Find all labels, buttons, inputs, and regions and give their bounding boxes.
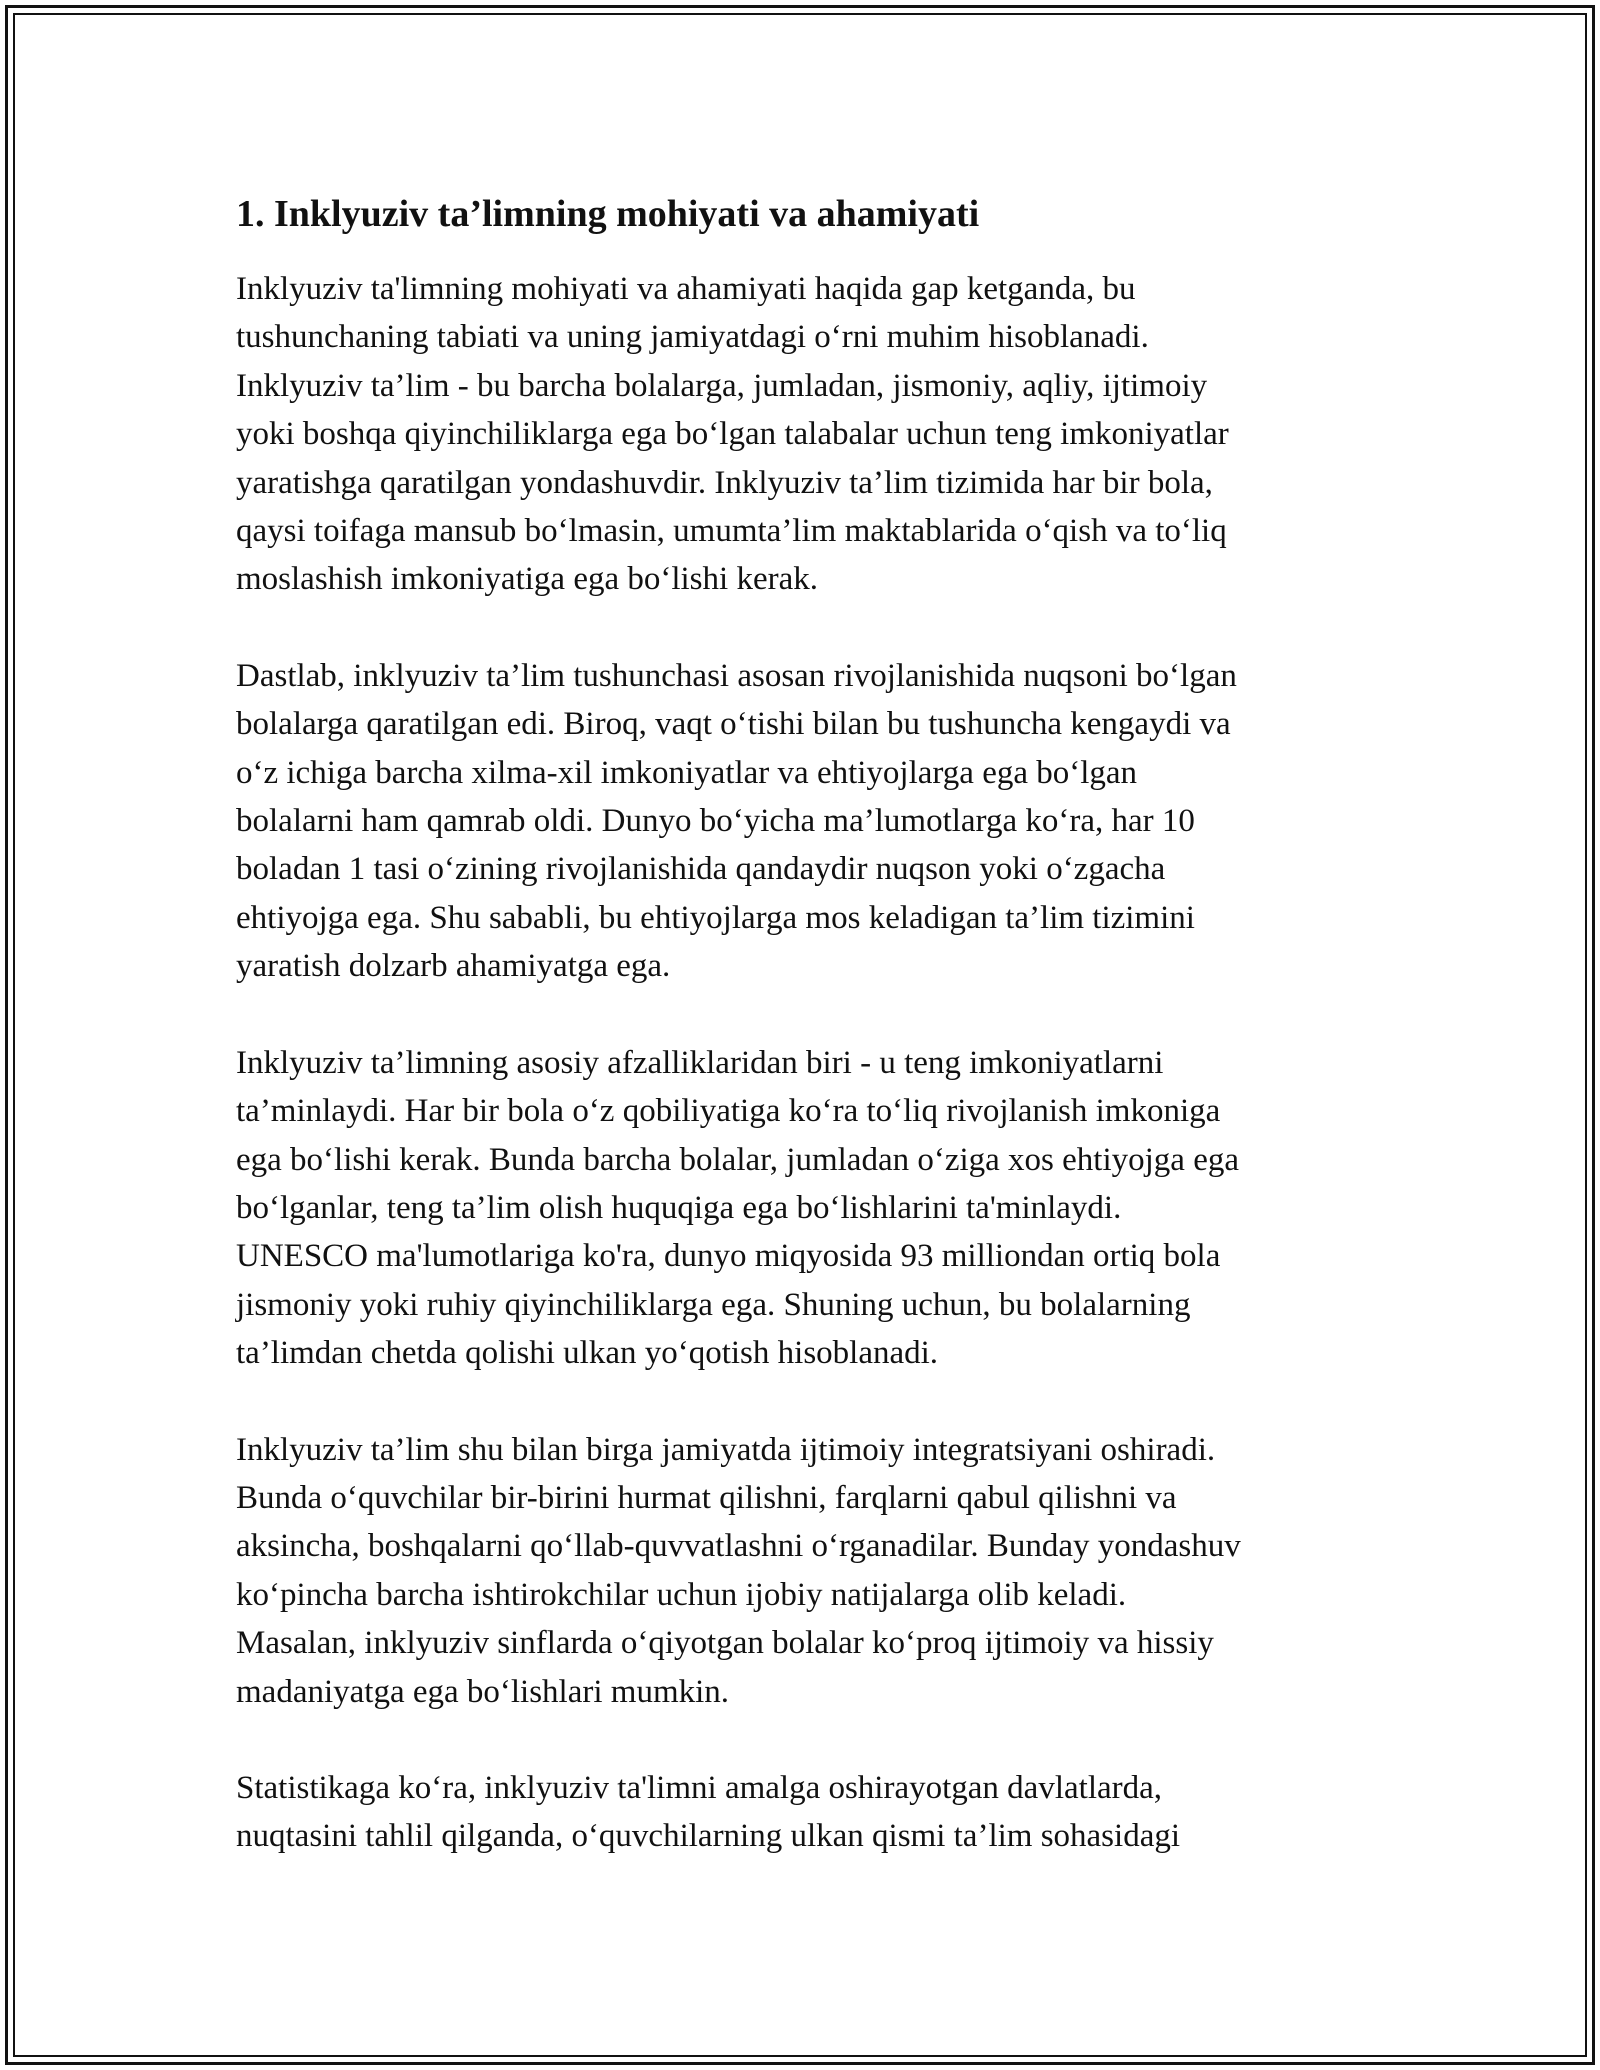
- paragraph-line: Inklyuziv ta’limning asosiy afzalliklaridan biri - u teng imkoniyatlarni: [236, 1044, 1164, 1081]
- paragraph-line: bo‘lganlar, teng ta’lim olish huquqiga ega bo‘lishlarini ta'minlaydi.: [236, 1189, 1122, 1226]
- paragraph-line: o‘z ichiga barcha xilma-xil imkoniyatlar va ehtiyojlarga ega bo‘lgan: [236, 754, 1138, 791]
- paragraph-line: ta’minlaydi. Har bir bola o‘z qobiliyatiga ko‘ra to‘liq rivojlanish imkoniga: [236, 1093, 1221, 1130]
- paragraph-line: boladan 1 tasi o‘zining rivojlanishida qandaydir nuqson yoki o‘zgacha: [236, 851, 1166, 888]
- section-heading: 1. Inklyuziv ta’limning mohiyati va ahamiyati: [236, 193, 980, 235]
- paragraph-line: Statistikaga ko‘ra, inklyuziv ta'limni amalga oshirayotgan davlatlarda,: [236, 1769, 1163, 1806]
- paragraph-line: bolalarni ham qamrab oldi. Dunyo bo‘yicha ma’lumotlarga ko‘ra, har 10: [236, 803, 1195, 840]
- paragraph-line: bolalarga qaratilgan edi. Biroq, vaqt o‘tishi bilan bu tushuncha kengaydi va: [236, 706, 1231, 743]
- paragraph-line: tushunchaning tabiati va uning jamiyatdagi o‘rni muhim hisoblanadi.: [236, 319, 1149, 356]
- paragraph: [236, 1764, 1376, 1861]
- paragraph-line: qaysi toifaga mansub bo‘lmasin, umumta’lim maktablarida o‘qish va to‘liq: [236, 513, 1227, 550]
- paragraph-line: UNESCO ma'lumotlariga ko'ra, dunyo miqyosida 93 milliondan ortiq bola: [236, 1238, 1221, 1275]
- paragraph-line: ta’limdan chetda qolishi ulkan yo‘qotish hisoblanadi.: [236, 1335, 939, 1372]
- paragraph: [236, 265, 1376, 604]
- paragraph-line: yaratishga qaratilgan yondashuvdir. Inklyuziv ta’lim tizimida har bir bola,: [236, 464, 1213, 501]
- paragraph-line: Bunda o‘quvchilar bir-birini hurmat qilishni, farqlarni qabul qilishni va: [236, 1479, 1177, 1516]
- paragraph: [236, 1426, 1376, 1716]
- paragraph-line: ko‘pincha barcha ishtirokchilar uchun ijobiy natijalarga olib keladi.: [236, 1576, 1127, 1613]
- paragraph-line: ehtiyojga ega. Shu sababli, bu ehtiyojlarga mos keladigan ta’lim tizimini: [236, 899, 1195, 936]
- document-body: [236, 186, 1376, 1909]
- paragraph-line: madaniyatga ega bo‘lishlari mumkin.: [236, 1673, 730, 1710]
- paragraph-line: aksincha, boshqalarni qo‘llab-quvvatlashni o‘rganadilar. Bunday yondashuv: [236, 1528, 1241, 1565]
- paragraph-list: [236, 265, 1376, 1861]
- paragraph: [236, 652, 1376, 991]
- paragraph-line: jismoniy yoki ruhiy qiyinchiliklarga ega. Shuning uchun, bu bolalarning: [236, 1286, 1191, 1323]
- paragraph-line: yaratish dolzarb ahamiyatga ega.: [236, 948, 671, 985]
- paragraph-line: Masalan, inklyuziv sinflarda o‘qiyotgan bolalar ko‘proq ijtimoiy va hissiy: [236, 1625, 1214, 1662]
- paragraph-line: Inklyuziv ta’lim shu bilan birga jamiyatda ijtimoiy integratsiyani oshiradi.: [236, 1431, 1216, 1468]
- paragraph-line: yoki boshqa qiyinchiliklarga ega bo‘lgan talabalar uchun teng imkoniyatlar: [236, 416, 1229, 453]
- paragraph-line: ega bo‘lishi kerak. Bunda barcha bolalar, jumladan o‘ziga xos ehtiyojga ega: [236, 1141, 1239, 1178]
- paragraph-line: Inklyuziv ta'limning mohiyati va ahamiyati haqida gap ketganda, bu: [236, 271, 1136, 307]
- paragraph-line: nuqtasini tahlil qilganda, o‘quvchilarning ulkan qismi ta’lim sohasidagi: [236, 1818, 1181, 1855]
- paragraph-line: Inklyuziv ta’lim - bu barcha bolalarga, jumladan, jismoniy, aqliy, ijtimoiy: [236, 367, 1208, 404]
- paragraph: [236, 1039, 1376, 1378]
- paragraph-line: Dastlab, inklyuziv ta’lim tushunchasi asosan rivojlanishida nuqsoni bo‘lgan: [236, 657, 1237, 694]
- paragraph-line: moslashish imkoniyatiga ega bo‘lishi kerak.: [236, 561, 818, 598]
